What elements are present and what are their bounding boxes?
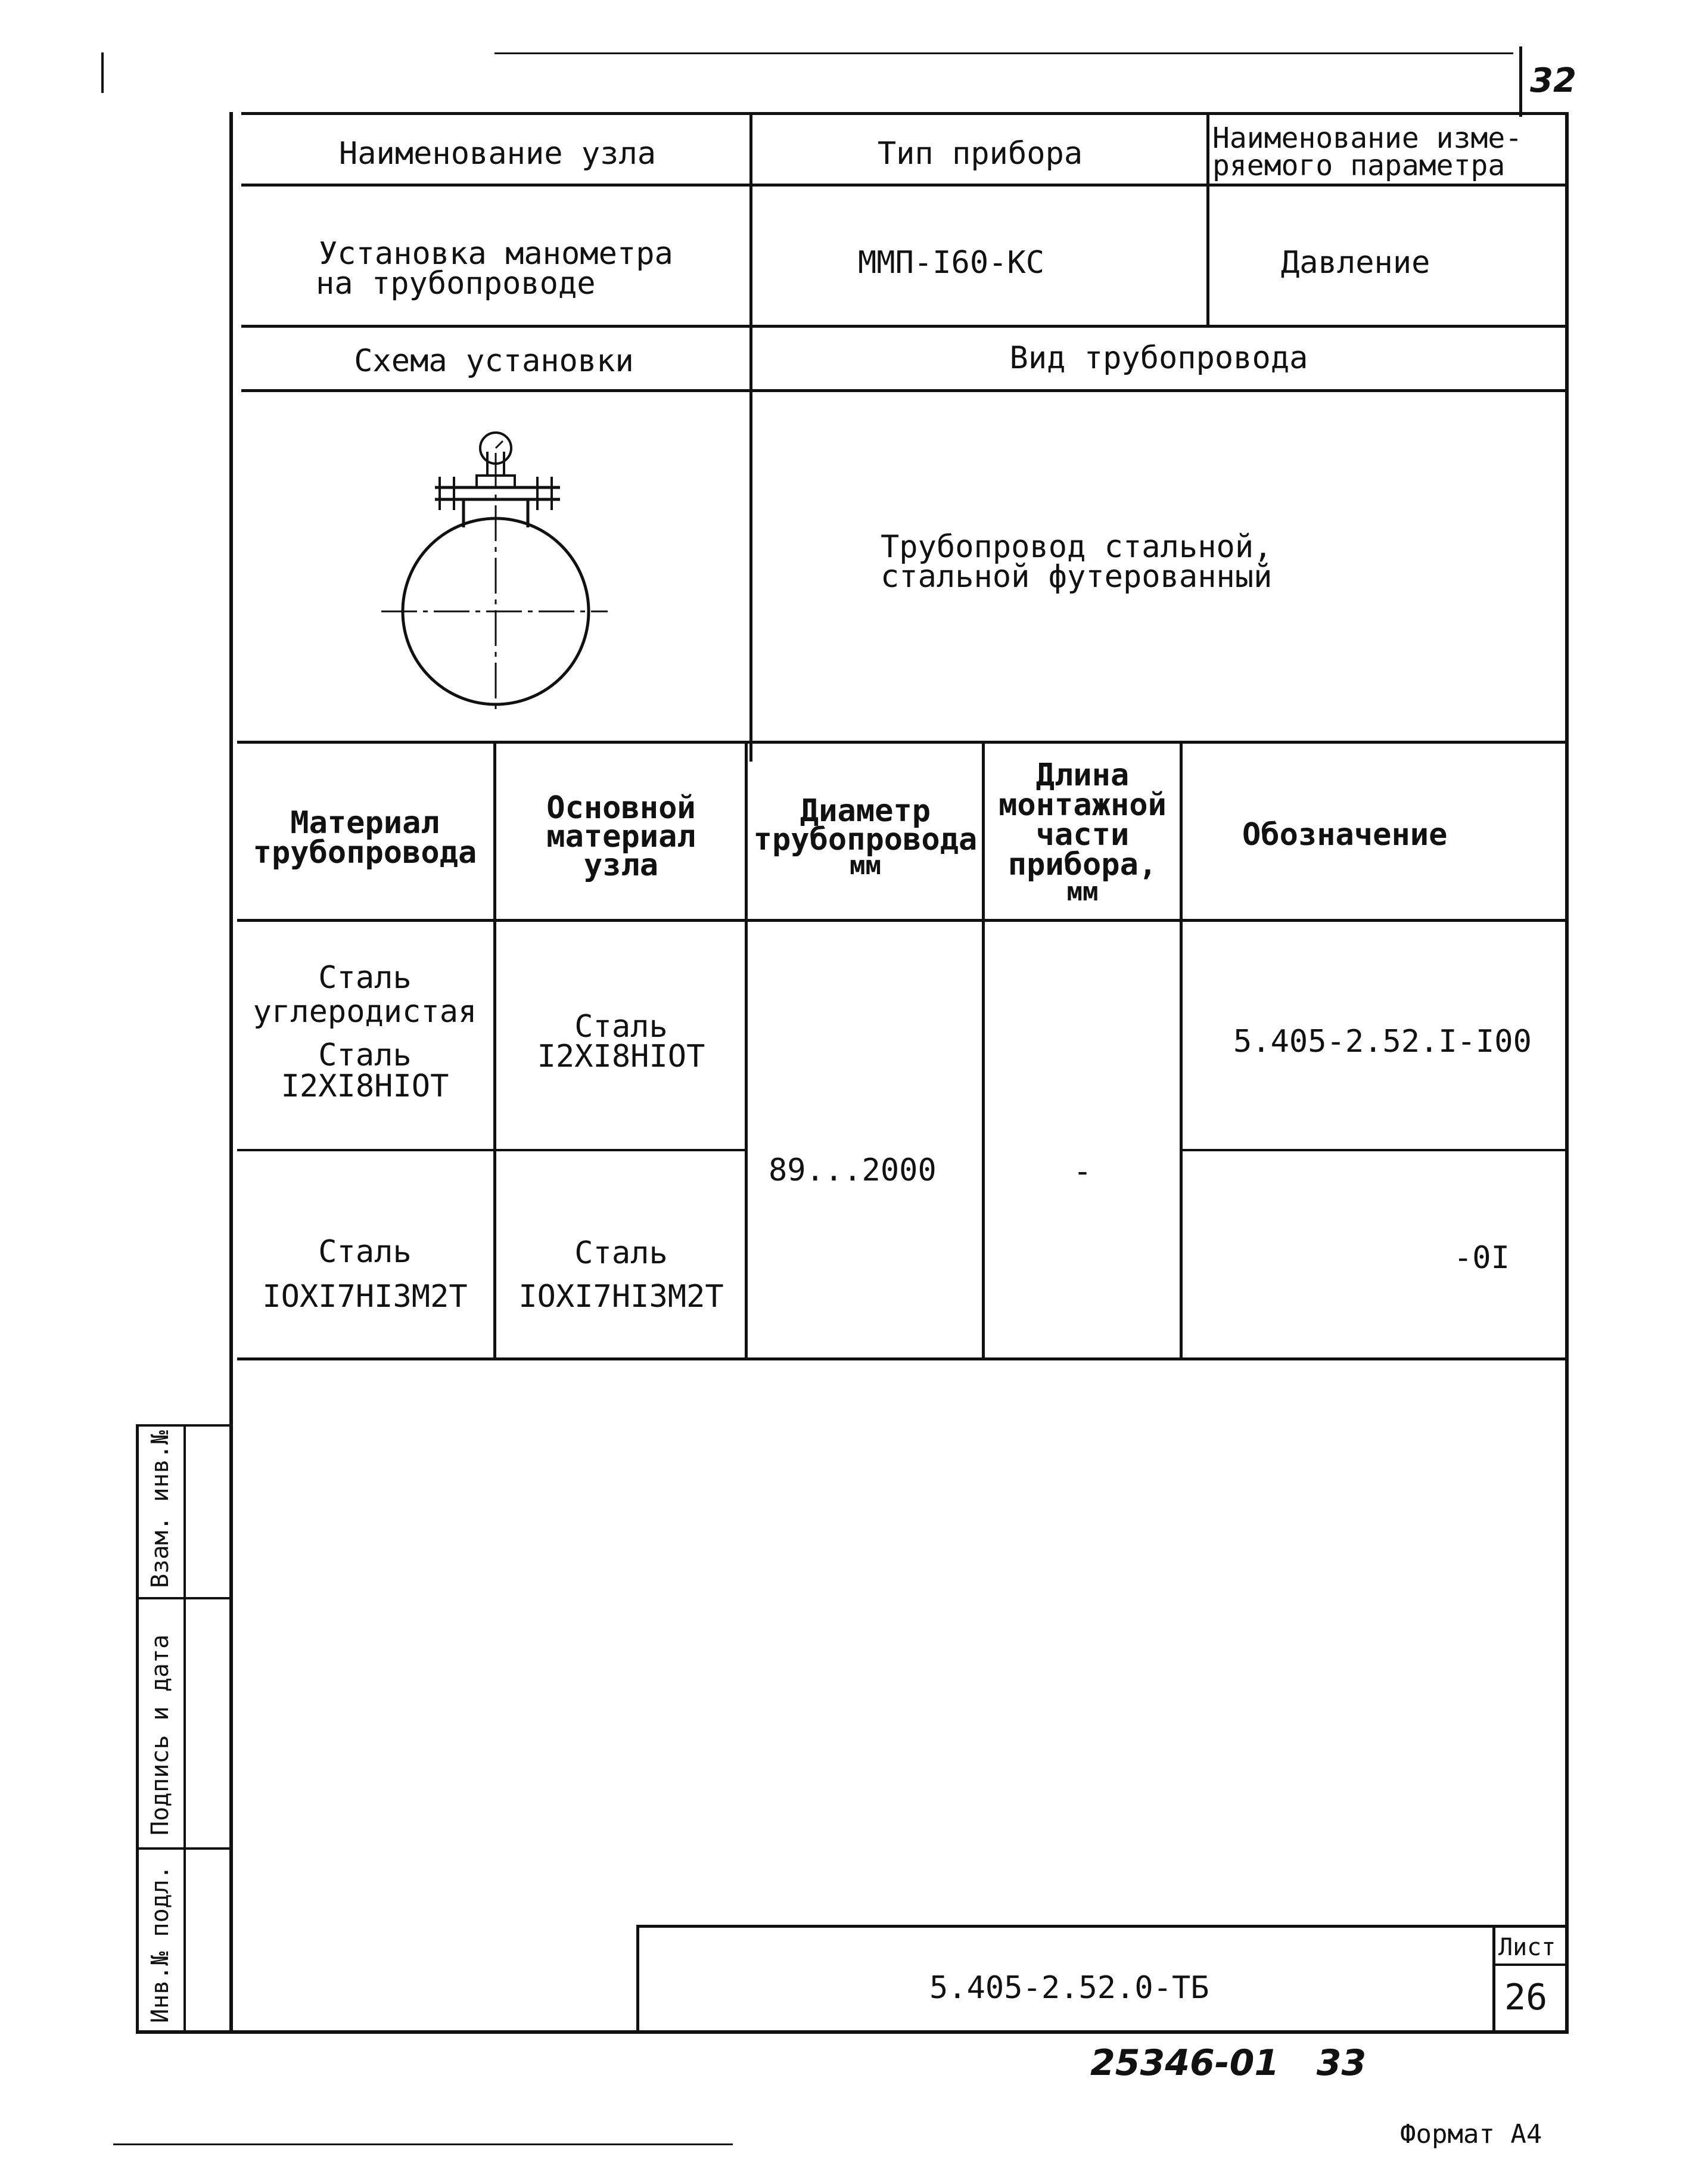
- line-h4: [237, 741, 1569, 744]
- th-len-line4: прибора,: [1007, 847, 1158, 883]
- row1-designation: 5.405-2.52.I-I00: [1233, 1024, 1532, 1060]
- stamp-div1: [136, 1597, 231, 1599]
- line-h1: [241, 184, 1569, 187]
- pipe-view-line1: Трубопровод стальной,: [881, 529, 1273, 565]
- th-base-line3: узла: [583, 847, 659, 883]
- bottom-rule: [113, 2143, 733, 2145]
- line-h7: [237, 1357, 1569, 1360]
- th-len-line3: части: [1035, 817, 1130, 853]
- device-type: ММП-I60-КС: [858, 245, 1045, 281]
- th-len-line1: Длина: [1035, 757, 1130, 793]
- frame-right: [1565, 112, 1569, 2034]
- stamp-vzam-inv: Взам. инв.№: [147, 1430, 174, 1588]
- row1-base-line2: I2XI8HIOT: [537, 1039, 705, 1074]
- row1-pipe-line1: Сталь: [318, 960, 412, 996]
- frame-left: [229, 112, 233, 2034]
- row1-base-line1: Сталь: [574, 1009, 668, 1045]
- stamp-top: [136, 1424, 231, 1427]
- th-designation: Обозначение: [1242, 817, 1448, 853]
- sheet-label: Лист: [1498, 1934, 1556, 1961]
- top-rule: [494, 52, 1513, 54]
- line-v-head2: [1206, 112, 1209, 328]
- col3-title-line1: Наименование изме-: [1212, 122, 1523, 155]
- titleblock-top: [636, 1925, 1569, 1928]
- pipe-view-line2: стальной футерованный: [881, 559, 1273, 595]
- line-h6: [237, 1149, 494, 1151]
- th-base-line2: материал: [546, 819, 696, 855]
- titleblock-sheet-div: [1492, 1964, 1569, 1966]
- col2-title: Тип прибора: [877, 136, 1083, 172]
- th-base-line1: Основной: [546, 790, 696, 826]
- sheet-number: 26: [1504, 1977, 1548, 2018]
- row2-pipe-line2: IOXI7HI3M2T: [262, 1279, 468, 1315]
- diameter-value: 89...2000: [769, 1152, 937, 1188]
- th-material-line1: Материал: [290, 805, 440, 841]
- line-h6c: [1183, 1149, 1569, 1151]
- pipe-view-title: Вид трубопровода: [1009, 340, 1308, 376]
- stamp-left-outer: [136, 1424, 139, 2034]
- node-name-line2: на трубопроводе: [316, 266, 596, 302]
- stamp-sign-date: Подпись и дата: [147, 1634, 174, 1835]
- th-diam-line1: Диаметр: [800, 793, 931, 829]
- titleblock-left: [636, 1925, 639, 2034]
- page-number: 32: [1530, 61, 1576, 100]
- top-left-mark: [101, 52, 104, 93]
- line-v-t1: [493, 741, 496, 1360]
- th-diam-line2: трубопровода: [753, 822, 978, 858]
- titleblock-sheet-left: [1492, 1925, 1495, 2034]
- row2-pipe-line1: Сталь: [318, 1234, 412, 1270]
- row2-designation: -0I: [1454, 1240, 1510, 1276]
- col1-title: Наименование узла: [338, 136, 657, 172]
- line-h3: [241, 389, 1569, 392]
- row1-pipe-line3: Сталь: [318, 1037, 412, 1073]
- th-diam-line3: мм: [850, 850, 881, 881]
- row2-base-line2: IOXI7HI3M2T: [518, 1279, 724, 1315]
- manometer-installation-drawing: [357, 417, 632, 727]
- stamp-inv-podl: Инв.№ подл.: [147, 1865, 174, 2023]
- row2-base-line1: Сталь: [574, 1235, 668, 1271]
- page-number-box-left: [1519, 46, 1522, 117]
- th-material-line2: трубопровода: [253, 835, 477, 871]
- line-h2: [241, 325, 1569, 328]
- frame-top: [241, 112, 1569, 115]
- stamp-div2: [136, 1847, 231, 1850]
- line-h5: [237, 919, 1569, 922]
- stamp-left-inner: [183, 1424, 186, 2034]
- document-code: 5.405-2.52.0-ТБ: [929, 1970, 1209, 2006]
- row1-pipe-line2: углеродистая: [253, 994, 477, 1030]
- handwritten-number: 25346-01 33: [1090, 2042, 1367, 2084]
- length-value: -: [1073, 1154, 1092, 1189]
- parameter-value: Давление: [1281, 245, 1430, 281]
- col3-title-line2: ряемого параметра: [1212, 149, 1506, 182]
- th-len-line5: мм: [1066, 877, 1099, 907]
- frame-bottom: [136, 2030, 1569, 2034]
- line-h6b: [494, 1149, 745, 1151]
- th-len-line2: монтажной: [999, 787, 1167, 823]
- line-v-head1: [749, 112, 752, 762]
- row1-pipe-line4: I2XI8HIOT: [281, 1068, 449, 1104]
- scheme-title: Схема установки: [354, 343, 634, 379]
- format-label: Формат А4: [1400, 2119, 1542, 2149]
- node-name-line1: Установка манометра: [319, 236, 673, 272]
